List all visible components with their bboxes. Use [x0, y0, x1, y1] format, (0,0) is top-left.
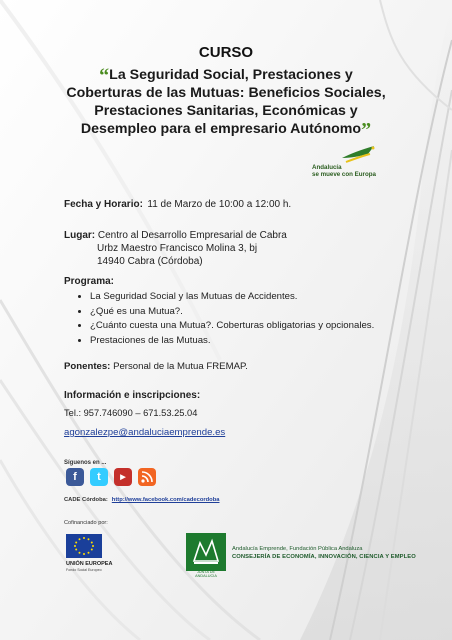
course-title: [60, 65, 392, 141]
andalucia-europa-logo: [312, 144, 376, 184]
fecha-row: [64, 194, 291, 212]
facebook-icon[interactable]: f: [66, 468, 84, 486]
twitter-icon[interactable]: t: [90, 468, 108, 486]
junta-andalucia-logo: [186, 533, 226, 571]
junta-caption: JUNTA DE ANDALUCIA: [195, 570, 217, 578]
ponentes-label: Ponentes:: [64, 361, 111, 372]
fecha-label: Fecha y Horario:: [64, 199, 143, 210]
junta-line1: Andalucía Emprende, Fundación Pública Andaluza: [232, 546, 363, 552]
cofinanciado-label: Cofinanciado por:: [64, 520, 108, 526]
youtube-icon[interactable]: ▶: [114, 468, 132, 486]
info-label: Información e inscripciones:: [64, 390, 201, 401]
ponentes-row: [64, 361, 248, 372]
eu-flag-icon: [66, 534, 102, 558]
list-item: • ¿Cuánto cuesta una Mutua?. Coberturas obligatorias y opcionales.: [90, 319, 450, 334]
social-icons: [66, 468, 156, 490]
email-link[interactable]: agonzalezpe@andaluciaemprende.es: [64, 427, 226, 438]
open-quote: “: [99, 65, 110, 87]
lugar-block: [64, 229, 287, 268]
ponentes-value: Personal de la Mutua FREMAP.: [113, 361, 248, 372]
lugar-label: Lugar:: [64, 230, 96, 241]
lugar-line3: 14940 Cabra (Córdoba): [97, 256, 203, 267]
junta-text: [232, 545, 442, 561]
andalucia-arrow-icon: [340, 144, 376, 164]
course-title-text: La Seguridad Social, Prestaciones y Coberturas de las Mutuas: Beneficios Sociales, Prestaciones Sanitarias, Económicas y Desempleo para el empresario Autónomo: [66, 67, 386, 137]
andalucia-logo-line2: se mueve con Europa: [312, 171, 376, 178]
rss-glyph: [141, 471, 153, 483]
cade-row: [64, 497, 219, 503]
list-item: • ¿Qué es una Mutua?.: [90, 305, 450, 320]
junta-line2: CONSEJERÍA DE ECONOMÍA, INNOVACIÓN, CIENCIA Y EMPLEO: [232, 554, 416, 560]
eu-sub-label: Fondo Social Europeo: [66, 568, 102, 572]
list-item: • La Seguridad Social y las Mutuas de Accidentes.: [90, 290, 450, 305]
lugar-line2: Urbz Maestro Francisco Molina 3, bj: [97, 243, 258, 254]
siguenos-label: Síguenos en ...: [64, 460, 107, 466]
rss-icon[interactable]: [138, 468, 156, 486]
telephone-text: Tel.: 957.746090 – 671.53.25.04: [64, 408, 198, 418]
programa-label: Programa:: [64, 276, 115, 287]
programa-list: [64, 290, 450, 348]
cade-label: CADE Córdoba:: [64, 497, 108, 503]
list-item: • Prestaciones de las Mutuas.: [90, 334, 450, 349]
lugar-line1: Centro al Desarrollo Empresarial de Cabra: [97, 230, 287, 241]
close-quote: ”: [361, 119, 372, 141]
cade-link[interactable]: http://www.facebook.com/cadecordoba: [111, 497, 220, 503]
fecha-value: 11 de Marzo de 10:00 a 12:00 h.: [147, 199, 292, 210]
eu-label: UNIÓN EUROPEA: [66, 561, 113, 567]
course-heading: CURSO: [198, 44, 254, 61]
andalucia-logo-line1: Andalucía: [312, 164, 342, 171]
